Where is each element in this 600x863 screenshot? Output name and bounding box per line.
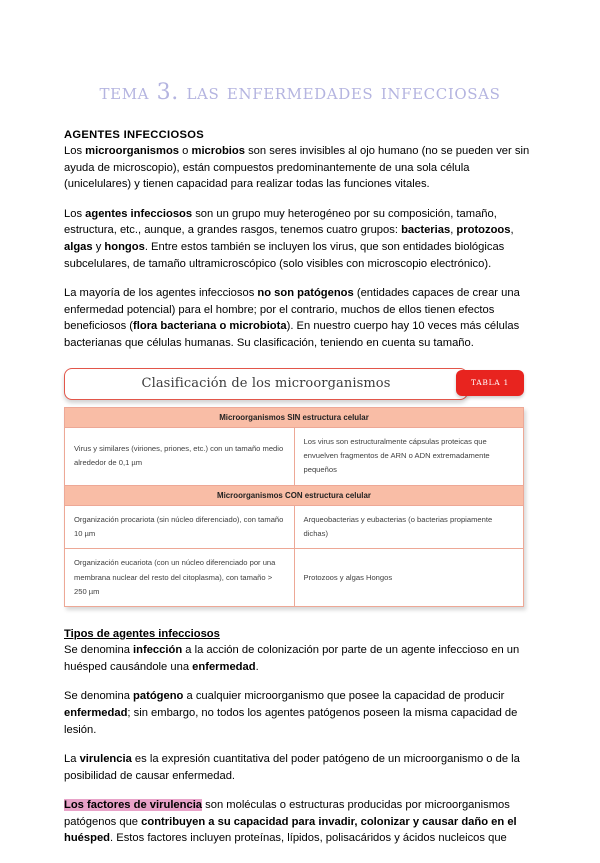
bold-algas: algas (64, 241, 93, 254)
table-number-badge-text: TABLA 1 (471, 378, 509, 388)
bold-microorganismos: microorganismos (85, 145, 180, 158)
figure-title-text: Clasificación de los microorganismos (141, 376, 391, 392)
text-run: son moléculas o estructuras producidas por microorganismos patógenos que (64, 799, 510, 828)
paragraph-patogeno (64, 688, 536, 738)
table-cell-virus-left: Virus y similares (viriones, priones, etc.) con un tamaño medio alrededor de 0,1 µm (65, 428, 295, 485)
text-run: , (510, 224, 514, 237)
highlight-factores-de-virulencia: Los factores de virulencia (64, 799, 203, 812)
paragraph-factores-virulencia (64, 797, 536, 847)
table-cell-procariota-left: Organización procariota (sin núcleo diferenciado), con tamaño 10 µm (65, 506, 295, 549)
classification-table-body (65, 407, 524, 606)
bold-hongos: hongos (104, 241, 145, 254)
table-band-con-estructura: Microorganismos CON estructura celular (65, 485, 524, 506)
bold-bacterias: bacterias (401, 224, 451, 237)
bold-protozoos: protozoos (456, 224, 511, 237)
text-run: es la expresión cuantitativa del poder patógeno de un microorganismo o de la posibilidad de causar enfermedad. (64, 753, 520, 782)
bold-infeccion: infección (133, 644, 183, 657)
bold-agentes-infecciosos: agentes infecciosos (85, 207, 193, 220)
heading-tipos-agentes: Tipos de agentes infecciosos (64, 627, 220, 640)
table-band-sin-estructura: Microorganismos SIN estructura celular (65, 407, 524, 428)
text-run: a la acción de colonización por parte de un agente infeccioso en un huésped causándole una (64, 644, 520, 673)
bold-contribuyen-capacidad: contribuyen a su capacidad para invadir, colonizar y causar daño en el huésped (64, 815, 517, 845)
paragraph-agentes-infecciosos (64, 206, 536, 272)
heading-agentes-infecciosos: AGENTES INFECCIOSOS (64, 128, 204, 141)
paragraph-no-patogenos (64, 285, 536, 351)
bold-enfermedad: enfermedad (192, 660, 256, 673)
paragraph-virulencia (64, 751, 536, 784)
table-row (65, 485, 524, 506)
table-row (65, 428, 524, 485)
bold-virulencia: virulencia (79, 753, 132, 766)
text-run: son seres invisibles al ojo humano (no se pueden ver sin ayuda de microscopio), están compuestos predominantemente de una sola célula (unicelulares) y tienen capacidad para realizar todas las funciones vitales. (64, 145, 530, 191)
text-run: ). En nuestro cuerpo hay 10 veces más células bacterianas que células humanas. Su clasificación, teniendo en cuenta su tamaño. (64, 320, 520, 349)
text-run: Se denomina (64, 644, 134, 657)
table-cell-eucariota-left: Organización eucariota (con un núcleo diferenciado por una membrana nuclear del resto del citoplasma), con tamaño > 250 µm (65, 549, 295, 606)
text-run: a cualquier microorganismo que posee la capacidad de producir (183, 690, 505, 703)
text-run: La mayoría de los agentes infecciosos (64, 287, 258, 300)
document-page (0, 15, 600, 863)
text-run: Se denomina (64, 690, 134, 703)
text-run: La (64, 753, 80, 766)
text-run: . Entre estos también se incluyen los virus, que son entidades biológicas subcelulares, de tamaño ultramicroscópico (solo visibles con microscopio electrónico). (64, 241, 505, 270)
table-cell-procariota-right: Arqueobacterias y eubacterias (o bacterias propiamente dichas) (294, 506, 524, 549)
bold-no-son-patogenos: no son patógenos (257, 287, 354, 300)
table-row (65, 549, 524, 606)
bold-enfermedad-2: enfermedad (64, 706, 128, 719)
text-run: Los (64, 207, 86, 220)
document-title: tema 3. las enfermedades infecciosas (99, 79, 501, 105)
bold-microbios: microbios (191, 145, 245, 158)
text-run: . (255, 660, 259, 673)
table-cell-virus-right: Los virus son estructuralmente cápsulas proteicas que envuelven fragmentos de ARN o ADN extremadamente pequeños (294, 428, 524, 485)
text-run: y (92, 241, 105, 254)
text-run: . Estos factores incluyen proteínas, lípidos, polisacáridos y ácidos nucleicos que (110, 832, 507, 845)
paragraph-infeccion (64, 642, 536, 675)
figure-clasificacion-microorganismos (64, 368, 524, 607)
figure-title-box (64, 368, 468, 400)
table-row (65, 407, 524, 428)
text-run: o (179, 145, 192, 158)
figure-title-bar (64, 368, 524, 400)
bold-patogeno: patógeno (133, 690, 184, 703)
table-row (65, 506, 524, 549)
text-run: , (450, 224, 457, 237)
table-number-badge (456, 370, 524, 396)
text-run: son un grupo muy heterogéneo por su composición, tamaño, estructura, etc., aunque, a grandes rasgos, tenemos cuatro grupos: (64, 207, 497, 237)
text-run: ; sin embargo, no todos los agentes patógenos poseen la misma capacidad de lesión. (64, 706, 518, 736)
text-run: (entidades capaces de crear una enfermedad potencial) para el hombre; por el contrario, muchos de ellos tienen efectos beneficiosos ( (64, 287, 520, 333)
bold-flora-bacteriana: flora bacteriana o microbiota (133, 320, 287, 333)
classification-table (64, 407, 524, 607)
table-cell-eucariota-right: Protozoos y algas Hongos (294, 549, 524, 606)
text-run: Los (64, 145, 86, 158)
paragraph-microorganismos (64, 143, 536, 193)
